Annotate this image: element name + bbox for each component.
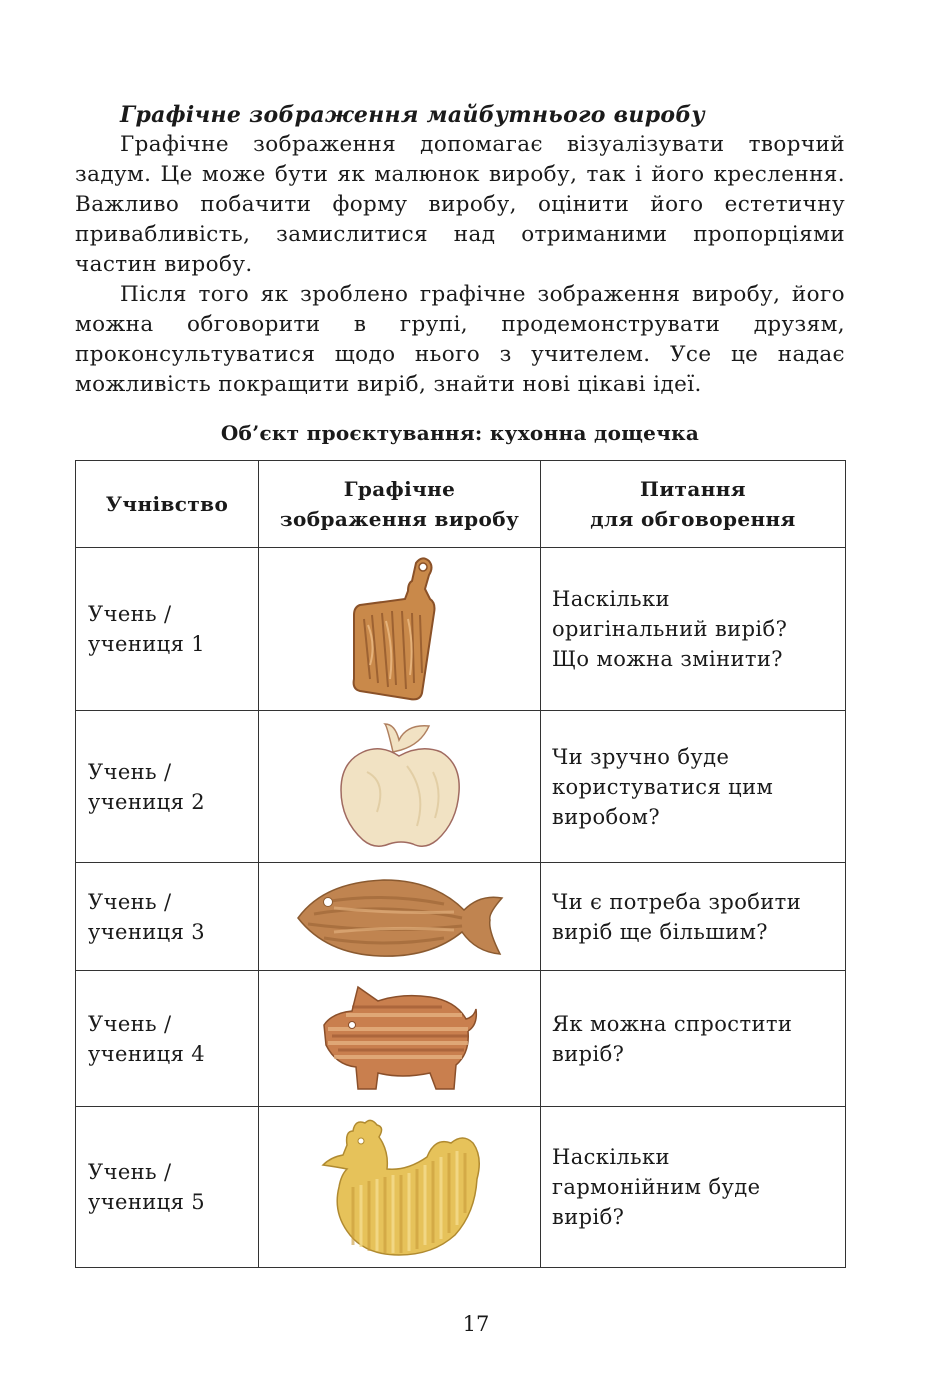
image-cell xyxy=(259,863,541,971)
header-students: Учнівство xyxy=(76,461,259,548)
image-cell xyxy=(259,971,541,1107)
page-content xyxy=(75,100,845,1268)
header-graphic xyxy=(259,461,541,548)
question-cell: Чи зручно буде користуватися цим виробом? xyxy=(541,711,846,863)
student-cell: Учень / учениця 5 xyxy=(76,1107,259,1268)
image-cell xyxy=(259,1107,541,1268)
header-questions xyxy=(541,461,846,548)
header-graphic-line1: Графічне xyxy=(343,477,456,501)
question-cell: Чи є потреба зробити виріб ще більшим? xyxy=(541,863,846,971)
fish-cutting-board-icon xyxy=(294,874,506,960)
table-row xyxy=(76,711,846,863)
table-header-row xyxy=(76,461,846,548)
header-graphic-line2: зображення виробу xyxy=(279,507,520,531)
paragraph-1: Графічне зображення допомагає візуалізувати творчий задум. Це може бути як малюнок виробу, так і його креслення. Важливо побачити форму виробу, оцінити його естетичну привабливість, замислитися над отриманими пропорціями частин виробу. xyxy=(75,132,845,277)
table-row xyxy=(76,548,846,711)
student-cell: Учень / учениця 3 xyxy=(76,863,259,971)
pig-cutting-board-icon xyxy=(322,981,478,1097)
design-table xyxy=(75,460,846,1268)
question-cell: Наскільки оригінальний виріб? Що можна змінити? xyxy=(541,548,846,711)
student-cell: Учень / учениця 2 xyxy=(76,711,259,863)
paragraph-2: Після того як зроблено графічне зображення виробу, його можна обговорити в групі, продемонструвати друзям, проконсультуватися щодо нього з учителем. Усе це надає можливість покращити виріб, знайти нові цікаві ідеї. xyxy=(75,282,845,397)
apple-cutting-board-icon xyxy=(337,722,463,852)
page-number: 17 xyxy=(462,1312,490,1336)
student-cell: Учень / учениця 1 xyxy=(76,548,259,711)
section-heading: Графічне зображення майбутнього виробу xyxy=(120,102,706,128)
student-cell: Учень / учениця 4 xyxy=(76,971,259,1107)
header-questions-line1: Питання xyxy=(640,477,746,501)
table-caption: Об’єкт проєктування: кухонна дощечка xyxy=(220,421,700,445)
header-questions-line2: для обговорення xyxy=(590,507,796,531)
paddle-cutting-board-icon xyxy=(350,555,450,703)
table-row xyxy=(76,863,846,971)
question-cell: Наскільки гармонійним буде виріб? xyxy=(541,1107,846,1268)
table-row xyxy=(76,1107,846,1268)
table-row xyxy=(76,971,846,1107)
image-cell xyxy=(259,711,541,863)
image-cell xyxy=(259,548,541,711)
chicken-cutting-board-icon xyxy=(317,1117,483,1257)
question-cell: Як можна спростити виріб? xyxy=(541,971,846,1107)
